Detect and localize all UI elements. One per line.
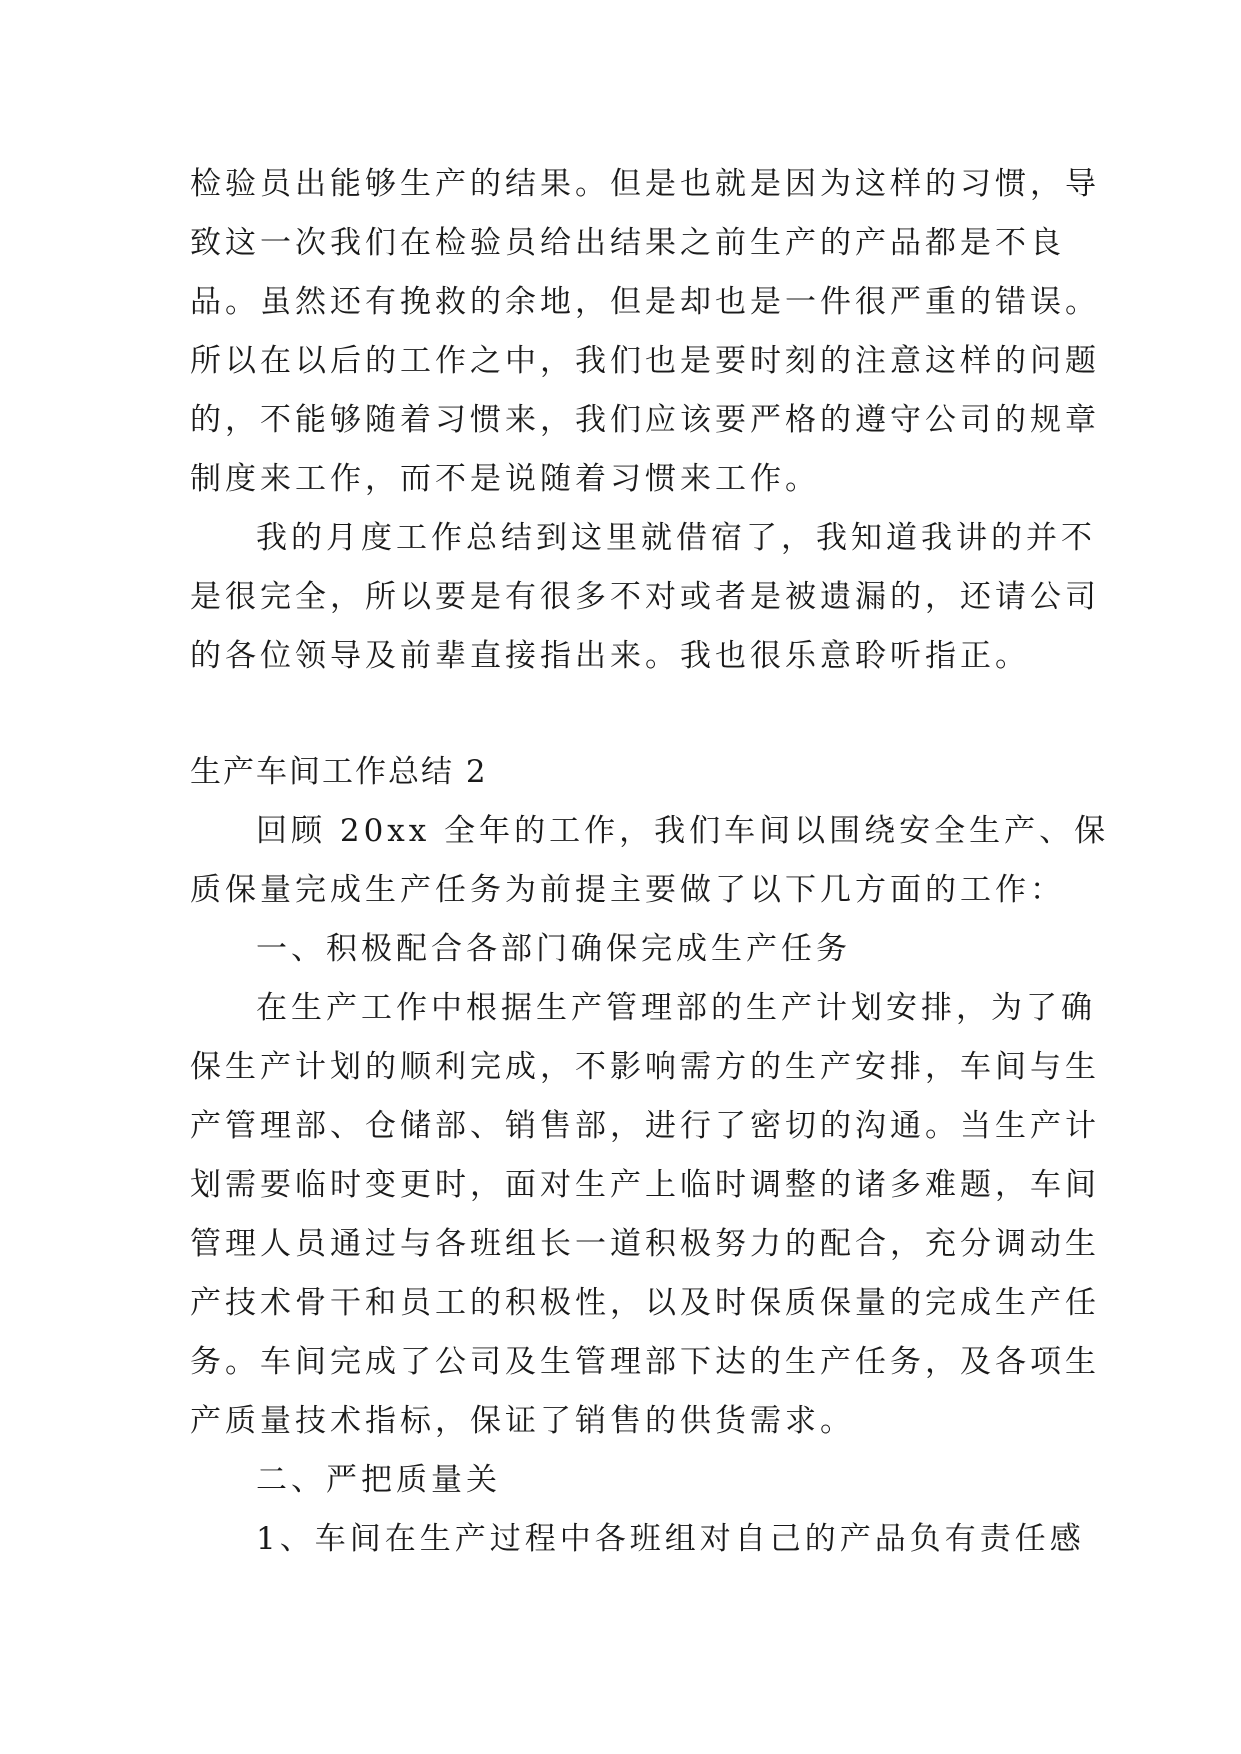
- paragraph-line: 在生产工作中根据生产管理部的生产计划安排，为了确: [256, 990, 1096, 1026]
- list-item: 1、车间在生产过程中各班组对自己的产品负有责任感: [256, 1521, 1085, 1557]
- paragraph-line: 的，不能够随着习惯来，我们应该要严格的遵守公司的规章: [190, 402, 1100, 438]
- subheading-1: 一、积极配合各部门确保完成生产任务: [256, 931, 851, 967]
- paragraph-line: 致这一次我们在检验员给出结果之前生产的产品都是不良: [190, 225, 1065, 261]
- paragraph-line: 制度来工作，而不是说随着习惯来工作。: [190, 461, 820, 497]
- paragraph-line: 检验员出能够生产的结果。但是也就是因为这样的习惯，导: [190, 166, 1100, 202]
- paragraph-line: 保生产计划的顺利完成，不影响需方的生产安排，车间与生: [190, 1049, 1100, 1085]
- paragraph-line: 质保量完成生产任务为前提主要做了以下几方面的工作：: [190, 872, 1065, 908]
- paragraph-line: 品。虽然还有挽救的余地，但是却也是一件很严重的错误。: [190, 284, 1100, 320]
- paragraph-line: 回顾 20xx 全年的工作，我们车间以围绕安全生产、保: [256, 813, 1110, 849]
- paragraph-line: 务。车间完成了公司及生管理部下达的生产任务，及各项生: [190, 1344, 1100, 1380]
- paragraph-line: 管理人员通过与各班组长一道积极努力的配合，充分调动生: [190, 1226, 1100, 1262]
- paragraph-line: 产技术骨干和员工的积极性，以及时保质保量的完成生产任: [190, 1285, 1100, 1321]
- paragraph-line: 所以在以后的工作之中，我们也是要时刻的注意这样的问题: [190, 343, 1100, 379]
- paragraph-line: 划需要临时变更时，面对生产上临时调整的诸多难题，车间: [190, 1167, 1100, 1203]
- paragraph-line: 产管理部、仓储部、销售部，进行了密切的沟通。当生产计: [190, 1108, 1100, 1144]
- section-title: 生产车间工作总结 2: [190, 754, 488, 790]
- paragraph-line: 产质量技术指标，保证了销售的供货需求。: [190, 1403, 855, 1439]
- paragraph-line: 我的月度工作总结到这里就借宿了，我知道我讲的并不: [256, 520, 1096, 556]
- subheading-2: 二、严把质量关: [256, 1462, 501, 1498]
- paragraph-line: 是很完全，所以要是有很多不对或者是被遗漏的，还请公司: [190, 579, 1100, 615]
- paragraph-line: 的各位领导及前辈直接指出来。我也很乐意聆听指正。: [190, 638, 1030, 674]
